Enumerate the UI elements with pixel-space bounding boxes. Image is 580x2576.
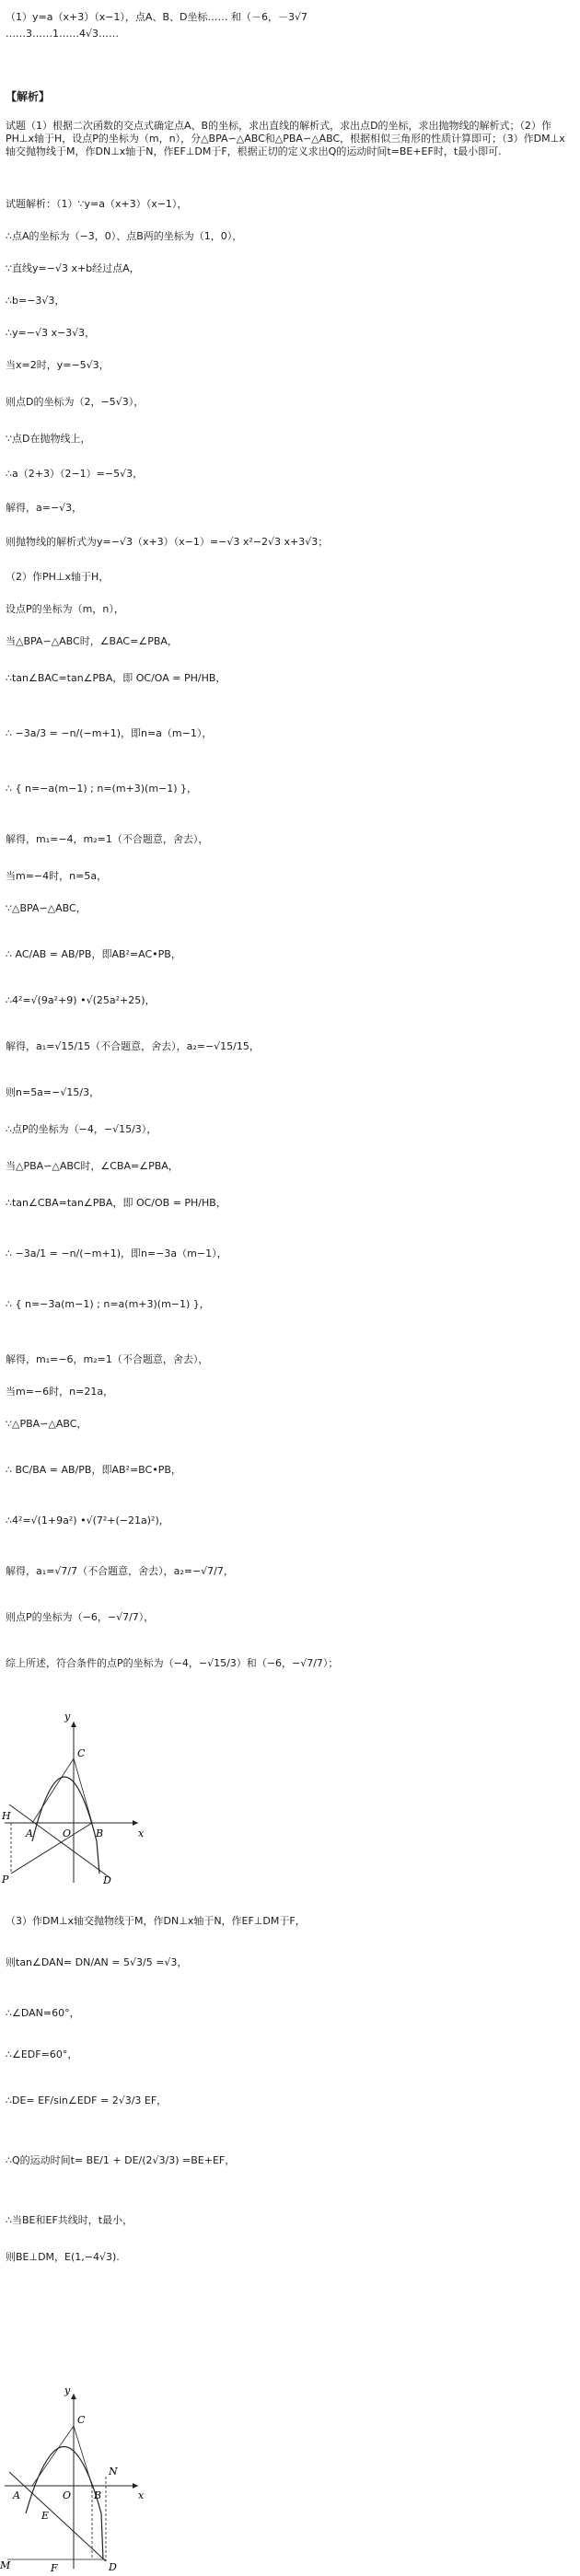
solution-step: ∴b=−3√3， (6, 295, 65, 307)
solution-step: 解得，a₁=√7/7（不合题意，舍去），a₂=−√7/7， (6, 1565, 234, 1577)
solution-step: ∴点P的坐标为（−4，−√15/3）， (6, 1123, 157, 1135)
solution-step: ∴ BC/BA = AB/PB，即AB²=BC•PB， (6, 1464, 181, 1476)
parabola (26, 2447, 103, 2560)
x-axis-arrow (133, 1820, 138, 1826)
solution-step: 试题解析：（1）∵y=a（x+3）（x−1）， (6, 198, 188, 210)
solution-step: ∴ { n=−3a(m−1) ; n=a(m+3)(m−1) }， (6, 1298, 210, 1310)
solution-step-part3: ∴Q的运动时间t= BE/1 + DE/(2√3/3) =BE+EF， (6, 2154, 236, 2166)
line-pb (11, 1823, 92, 1874)
solution-step-part3: ∴∠EDF=60°， (6, 2048, 78, 2060)
line-bc (74, 1758, 92, 1823)
solution-step: ∴tan∠CBA=tan∠PBA，即 OC/OB = PH/HB， (6, 1197, 226, 1209)
solution-step: ∵△BPA∽△ABC， (6, 902, 87, 914)
solution-step: 则点D的坐标为（2，−5√3）， (6, 396, 145, 408)
solution-step: ∴ { n=−a(m−1) ; n=(m+3)(m−1) }， (6, 783, 198, 795)
fig1-label-p: P (2, 1874, 9, 1886)
solution-step: ∴tan∠BAC=tan∠PBA，即 OC/OA = PH/HB， (6, 672, 226, 684)
solution-step: ∴ AC/AB = AB/PB，即AB²=AC•PB， (6, 948, 181, 960)
solution-step-part3: 则tan∠DAN= DN/AN = 5√3/5 =√3， (6, 1956, 188, 1968)
analysis-header: 【解析】 (6, 90, 51, 103)
solution-step: ∴点A的坐标为（−3，0）、点B两的坐标为（1，0）， (6, 230, 243, 242)
fig2-label-f: F (51, 2562, 58, 2573)
fig2-label-y: y (64, 2385, 71, 2396)
fig1-label-o: O (63, 1828, 72, 1839)
fig1-label-b: B (96, 1828, 104, 1839)
solution-step: ∴4²=√(1+9a²) •√(7²+(−21a)²)， (6, 1514, 169, 1526)
intro-line-1: （1）y=a（x+3）（x−1），点A、B、D坐标…… 和（－6，－3√7 (6, 11, 307, 23)
fig2-label-x: x (138, 2489, 145, 2501)
solution-step: ∴ −3a/3 = −n/(−m+1)，即n=a（m−1）， (6, 727, 213, 739)
solution-step: 设点P的坐标为（m，n）， (6, 603, 124, 615)
fig1-label-d: D (103, 1874, 111, 1886)
fig2-label-b: B (94, 2489, 102, 2501)
solution-step-part3: ∴当BE和EF共线时，t最小， (6, 2214, 133, 2226)
analysis-paragraph: 试题（1）根据二次函数的交点式确定点A、B的坐标，求出直线的解析式，求出点D的坐标，求出抛物线的解析式；（2）作PH⊥x轴于H，设点P的坐标为（m，n），分△BPA∽△ABC和△PBA∽△ABC，根据相似三角形的性质计算即可；（3）作DM⊥x轴交抛物线于M，作DN⊥x轴于N，作EF⊥DM于F，根据正切的定义求出Q的运动时间t=BE+EF时，t最小即可. (6, 120, 565, 157)
solution-step-part3: （3）作DM⊥x轴交抛物线于M，作DN⊥x轴于N，作EF⊥DM于F， (6, 1915, 306, 1927)
figure-2 (0, 2385, 166, 2573)
solution-step: ∴a（2+3）（2−1）=−5√3， (6, 468, 144, 480)
fig1-label-a: A (26, 1828, 33, 1839)
solution-step: 当m=−4时，n=5a， (6, 870, 108, 882)
fig2-label-a: A (13, 2489, 20, 2501)
solution-step-part3: ∴∠DAN=60°， (6, 2007, 80, 2019)
solution-step: 解得，m₁=−4，m₂=1（不合题意，舍去）， (6, 833, 209, 845)
solution-step: 当△PBA∽△ABC时，∠CBA=∠PBA， (6, 1160, 179, 1172)
fig2-label-n: N (109, 2466, 118, 2477)
line-ad (9, 1804, 110, 1878)
fig1-label-h: H (2, 1810, 11, 1822)
solution-step: （2）作PH⊥x轴于H， (6, 571, 110, 583)
solution-step: ∴ −3a/1 = −n/(−m+1)，即n=−3a（m−1）， (6, 1247, 227, 1259)
solution-step: ∵直线y=−√3 x+b经过点A， (6, 262, 140, 274)
solution-step: 当x=2时，y=−5√3， (6, 359, 110, 371)
fig2-label-m: M (0, 2559, 11, 2571)
solution-step-part3: ∴DE= EF/sin∠EDF = 2√3/3 EF， (6, 2094, 168, 2106)
solution-step: 则抛物线的解析式为y=−√3（x+3）（x−1）=−√3 x²−2√3 x+3√3； (6, 536, 329, 548)
solution-step: 则n=5a=−√15/3， (6, 1086, 100, 1098)
intro-line-2: ……3……1……4√3…… (6, 28, 120, 40)
solution-step: ∵△PBA∽△ABC， (6, 1418, 87, 1430)
solution-step: 解得，m₁=−6，m₂=1（不合题意，舍去）， (6, 1353, 209, 1365)
solution-step: 综上所述，符合条件的点P的坐标为（−4，−√15/3）和（−6，−√7/7）； (6, 1657, 339, 1669)
fig1-label-y: y (64, 1711, 71, 1723)
figure-1 (0, 1703, 166, 1887)
fig2-label-o: O (63, 2489, 72, 2501)
solution-step: 当△BPA∽△ABC时，∠BAC=∠PBA， (6, 635, 178, 647)
fig2-label-d: D (109, 2561, 117, 2573)
solution-step: 解得，a₁=√15/15（不合题意，舍去），a₂=−√15/15， (6, 1040, 260, 1052)
fig2-label-c: C (77, 2414, 86, 2426)
solution-step: ∴y=−√3 x−3√3， (6, 327, 96, 339)
solution-step: 当m=−6时，n=21a， (6, 1386, 114, 1398)
line-ac (32, 2426, 74, 2486)
fig1-label-c: C (77, 1747, 86, 1759)
y-axis-arrow (71, 1722, 76, 1727)
x-axis-arrow (133, 2483, 138, 2489)
solution-step: ∵点D在抛物线上， (6, 433, 91, 445)
fig2-label-e: E (41, 2510, 50, 2522)
fig1-label-x: x (138, 1828, 145, 1839)
line-bc (74, 2426, 92, 2486)
y-axis-arrow (71, 2394, 76, 2399)
solution-step: 则点P的坐标为（−6，−√7/7）， (6, 1611, 155, 1623)
parabola (32, 1777, 99, 1874)
solution-step: ∴4²=√(9a²+9) •√(25a²+25)， (6, 994, 156, 1006)
line-ac (32, 1758, 74, 1823)
solution-step-part3: 则BE⊥DM，E(1,−4√3). (6, 2251, 120, 2263)
solution-step: 解得，a=−√3， (6, 502, 83, 514)
